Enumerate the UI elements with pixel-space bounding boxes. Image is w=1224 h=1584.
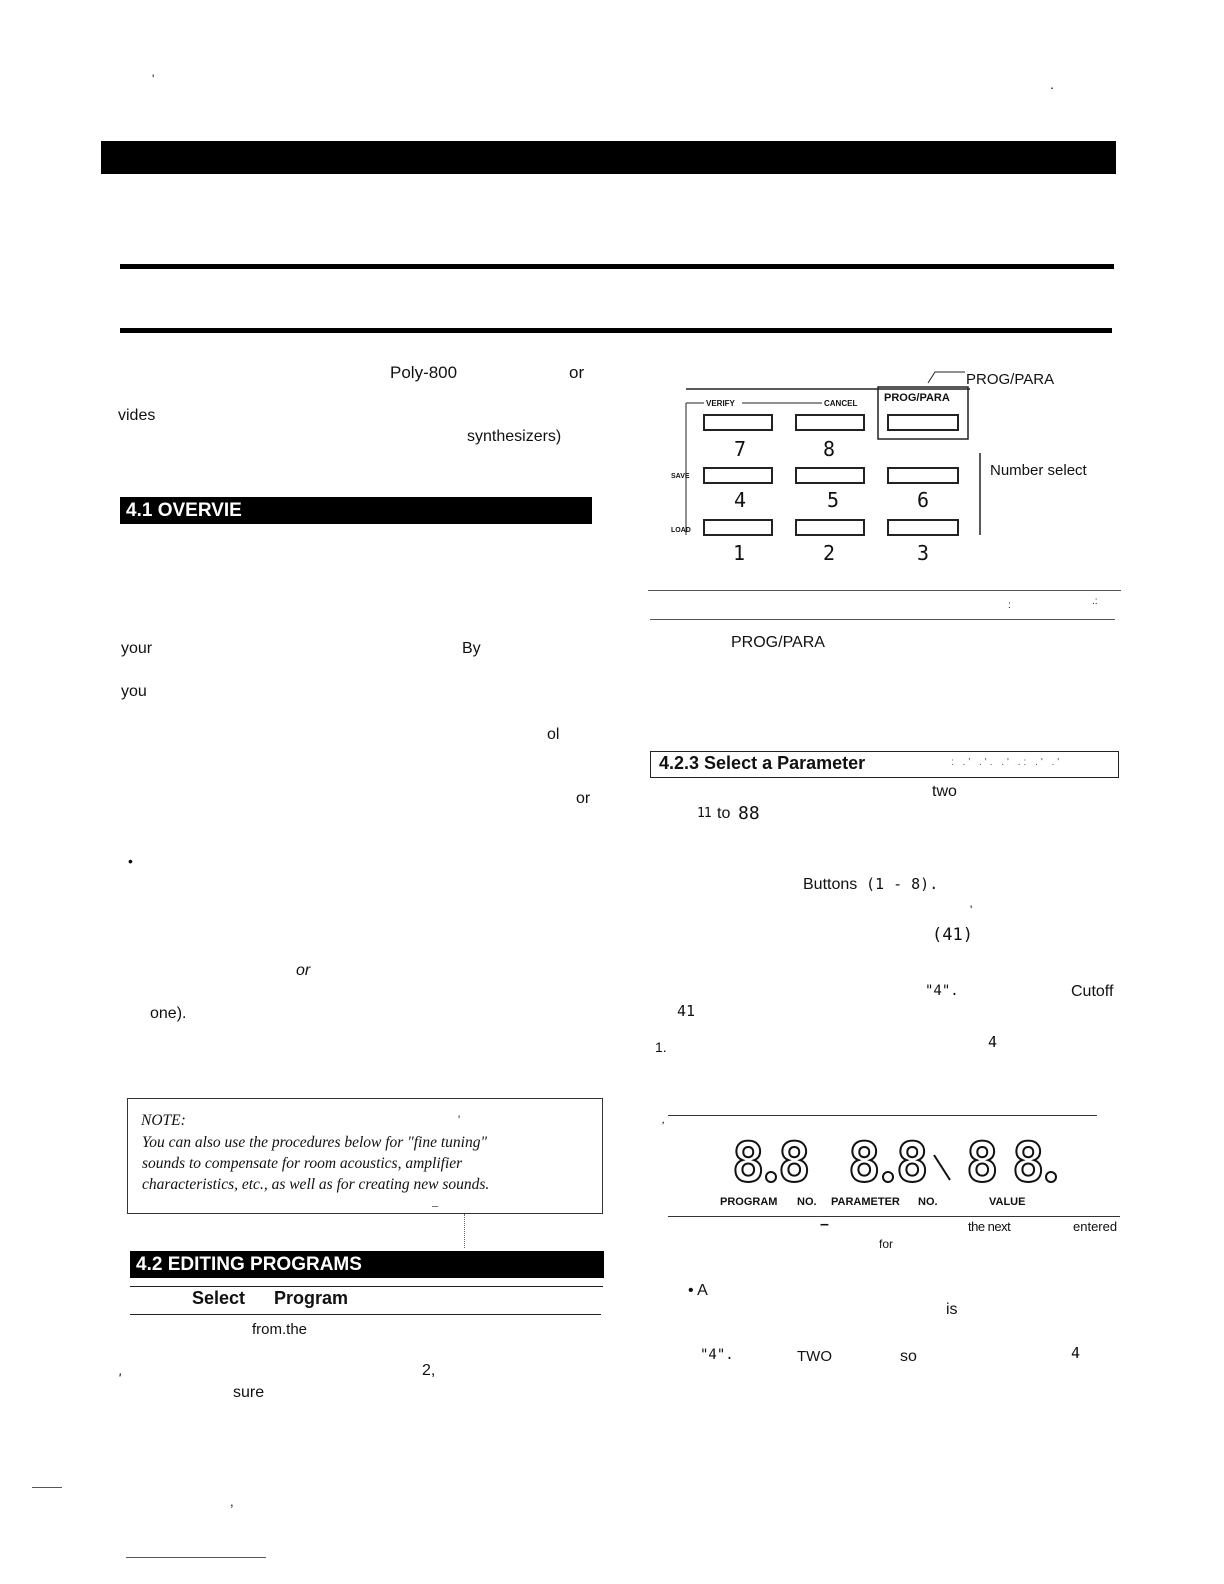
range-end: 88	[738, 803, 760, 824]
display-label-parameter: PARAMETER	[831, 1196, 900, 1208]
paren-41: (41)	[932, 925, 973, 945]
figure-caption-fragment-1: :	[1008, 600, 1011, 611]
prog-para-callout-label: PROG/PARA	[966, 371, 1055, 388]
page-mark-right: .	[1050, 76, 1054, 92]
fragment-two-lower: two	[932, 783, 957, 800]
figure-caption-fragment-2: .:	[1092, 596, 1098, 607]
section-4-2-title: 4.2 EDITING PROGRAMS	[136, 1254, 362, 1275]
note-connector	[464, 1214, 465, 1248]
digit-6: 6	[917, 488, 930, 512]
button-8	[796, 415, 864, 430]
intro-or: or	[569, 363, 585, 382]
digit-3: 3	[917, 541, 930, 565]
subsection-program: Program	[274, 1288, 349, 1308]
quote-41: "4".	[925, 983, 959, 999]
display-digit-1: 8	[732, 1131, 765, 1194]
digit-5: 5	[827, 488, 840, 512]
step-1: 1.	[655, 1039, 667, 1055]
display-caption-entered: entered	[1073, 1219, 1118, 1234]
bottom-bullet-a: • A	[688, 1282, 708, 1299]
figure-caption-rule-bottom	[650, 619, 1115, 620]
display-caption-for: for	[879, 1237, 894, 1251]
figure-caption-rule-top	[648, 590, 1121, 591]
button-panel-figure	[660, 360, 1140, 590]
note-line-1: You can also use the procedures below for "fine tuning"	[142, 1134, 487, 1151]
fragment-mark-a: '	[118, 1370, 121, 1386]
fragment-one: one).	[150, 1005, 187, 1022]
display-label-no1: NO.	[797, 1196, 817, 1208]
prog-para-text: PROG/PARA	[731, 634, 825, 651]
section-4-2-3-title-tail: : .' .'. .' .: .' .'	[951, 757, 1063, 768]
chapter-title-rule-top	[120, 264, 1114, 269]
intro-vides: vides	[118, 407, 156, 424]
fragment-by: By	[462, 640, 481, 657]
display-tick: ,	[662, 1112, 666, 1126]
margin-mark	[32, 1487, 62, 1488]
page-mark-left: '	[152, 72, 155, 86]
digit-7: 7	[734, 437, 747, 461]
display-digit-2: 8	[778, 1131, 811, 1194]
display-separator	[934, 1155, 950, 1180]
chapter-title-rule-bottom	[120, 328, 1112, 333]
fragment-or-italic: or	[296, 962, 311, 979]
fragment-bullet: •	[128, 853, 133, 869]
display-dot-3	[1046, 1172, 1056, 1182]
prog-para-button	[888, 415, 958, 430]
fragment-your: your	[121, 640, 153, 657]
subsection-rule-bottom	[130, 1314, 601, 1315]
display-digit-6: 8	[1012, 1131, 1045, 1194]
digit-1: 1	[733, 541, 746, 565]
intro-synthesizers: synthesizers)	[467, 428, 562, 445]
fragment-sure: sure	[233, 1384, 265, 1401]
prog-para-panel-label: PROG/PARA	[884, 392, 950, 404]
bottom-so: so	[900, 1348, 917, 1365]
range-to: to	[717, 805, 731, 822]
bottom-two-caps: TWO	[797, 1348, 832, 1365]
range-start: 11	[697, 806, 711, 821]
display-rule-bottom	[668, 1216, 1120, 1217]
digit-2: 2	[823, 541, 836, 565]
prog-para-callout-line	[928, 372, 965, 383]
fragment-4: 4	[988, 1033, 998, 1051]
display-caption-dash: –	[820, 1216, 829, 1233]
display-label-value: VALUE	[989, 1196, 1026, 1208]
number-select-label: Number select	[990, 462, 1087, 479]
bottom-quote-4: "4".	[700, 1347, 734, 1363]
bottom-4: 4	[1071, 1344, 1081, 1362]
section-4-2-3-title: 4.2.3 Select a Parameter	[659, 753, 866, 773]
subsection-select: Select	[192, 1288, 246, 1308]
display-caption-the-next: the next	[968, 1219, 1011, 1234]
button-6	[888, 468, 958, 483]
button-4	[704, 468, 772, 483]
fragment-from-the: from.the	[252, 1321, 308, 1338]
note-label: NOTE:	[141, 1112, 186, 1129]
display-digit-3: 8	[848, 1131, 881, 1194]
led-display-figure	[720, 1125, 1080, 1220]
footer-rule	[126, 1557, 266, 1558]
verify-label: VERIFY	[706, 399, 735, 408]
display-dot-2	[883, 1172, 893, 1182]
display-digit-4: 8	[896, 1131, 929, 1194]
fragment-of: ol	[547, 726, 560, 743]
fragment-two: 2,	[422, 1362, 436, 1379]
fragment-41: 41	[677, 1002, 696, 1020]
note-line-2: sounds to compensate for room acoustics, amplifier	[142, 1155, 463, 1172]
display-dot-1	[766, 1172, 776, 1182]
display-label-no2: NO.	[918, 1196, 938, 1208]
button-1	[704, 520, 772, 535]
button-7	[704, 415, 772, 430]
buttons-label: Buttons	[803, 876, 858, 893]
fragment-or: or	[576, 790, 591, 807]
fragment-mark-b: ,	[230, 1494, 234, 1509]
section-4-1-title: 4.1 OVERVIE	[126, 500, 242, 521]
bottom-is: is	[946, 1301, 958, 1318]
section-4-1-heading	[120, 497, 592, 524]
button-3	[888, 520, 958, 535]
button-5	[796, 468, 864, 483]
fragment-you: you	[121, 683, 147, 700]
save-label: SAVE	[671, 473, 690, 480]
display-label-program: PROGRAM	[720, 1196, 778, 1208]
fragment-cutoff: Cutoff	[1071, 983, 1114, 1000]
subsection-rule-top	[130, 1286, 603, 1287]
section-4-2-heading	[130, 1251, 604, 1278]
note-box	[127, 1098, 603, 1214]
fragment-dot: '	[970, 903, 973, 917]
chapter-header-bar	[101, 141, 1116, 174]
section-4-2-3-heading	[650, 751, 1119, 778]
note-line-3: characteristics, etc., as well as for creating new sounds.	[142, 1176, 490, 1193]
buttons-range: (1 - 8).	[866, 875, 939, 893]
display-digit-5: 8	[966, 1131, 999, 1194]
digit-4: 4	[734, 488, 747, 512]
display-rule-top	[668, 1115, 1097, 1116]
load-label: LOAD	[671, 527, 691, 534]
intro-poly800: Poly-800	[390, 363, 458, 382]
note-dash: _	[432, 1194, 438, 1208]
note-tick: '	[458, 1112, 461, 1126]
digit-8: 8	[823, 437, 836, 461]
button-2	[796, 520, 864, 535]
cancel-label: CANCEL	[824, 399, 858, 408]
